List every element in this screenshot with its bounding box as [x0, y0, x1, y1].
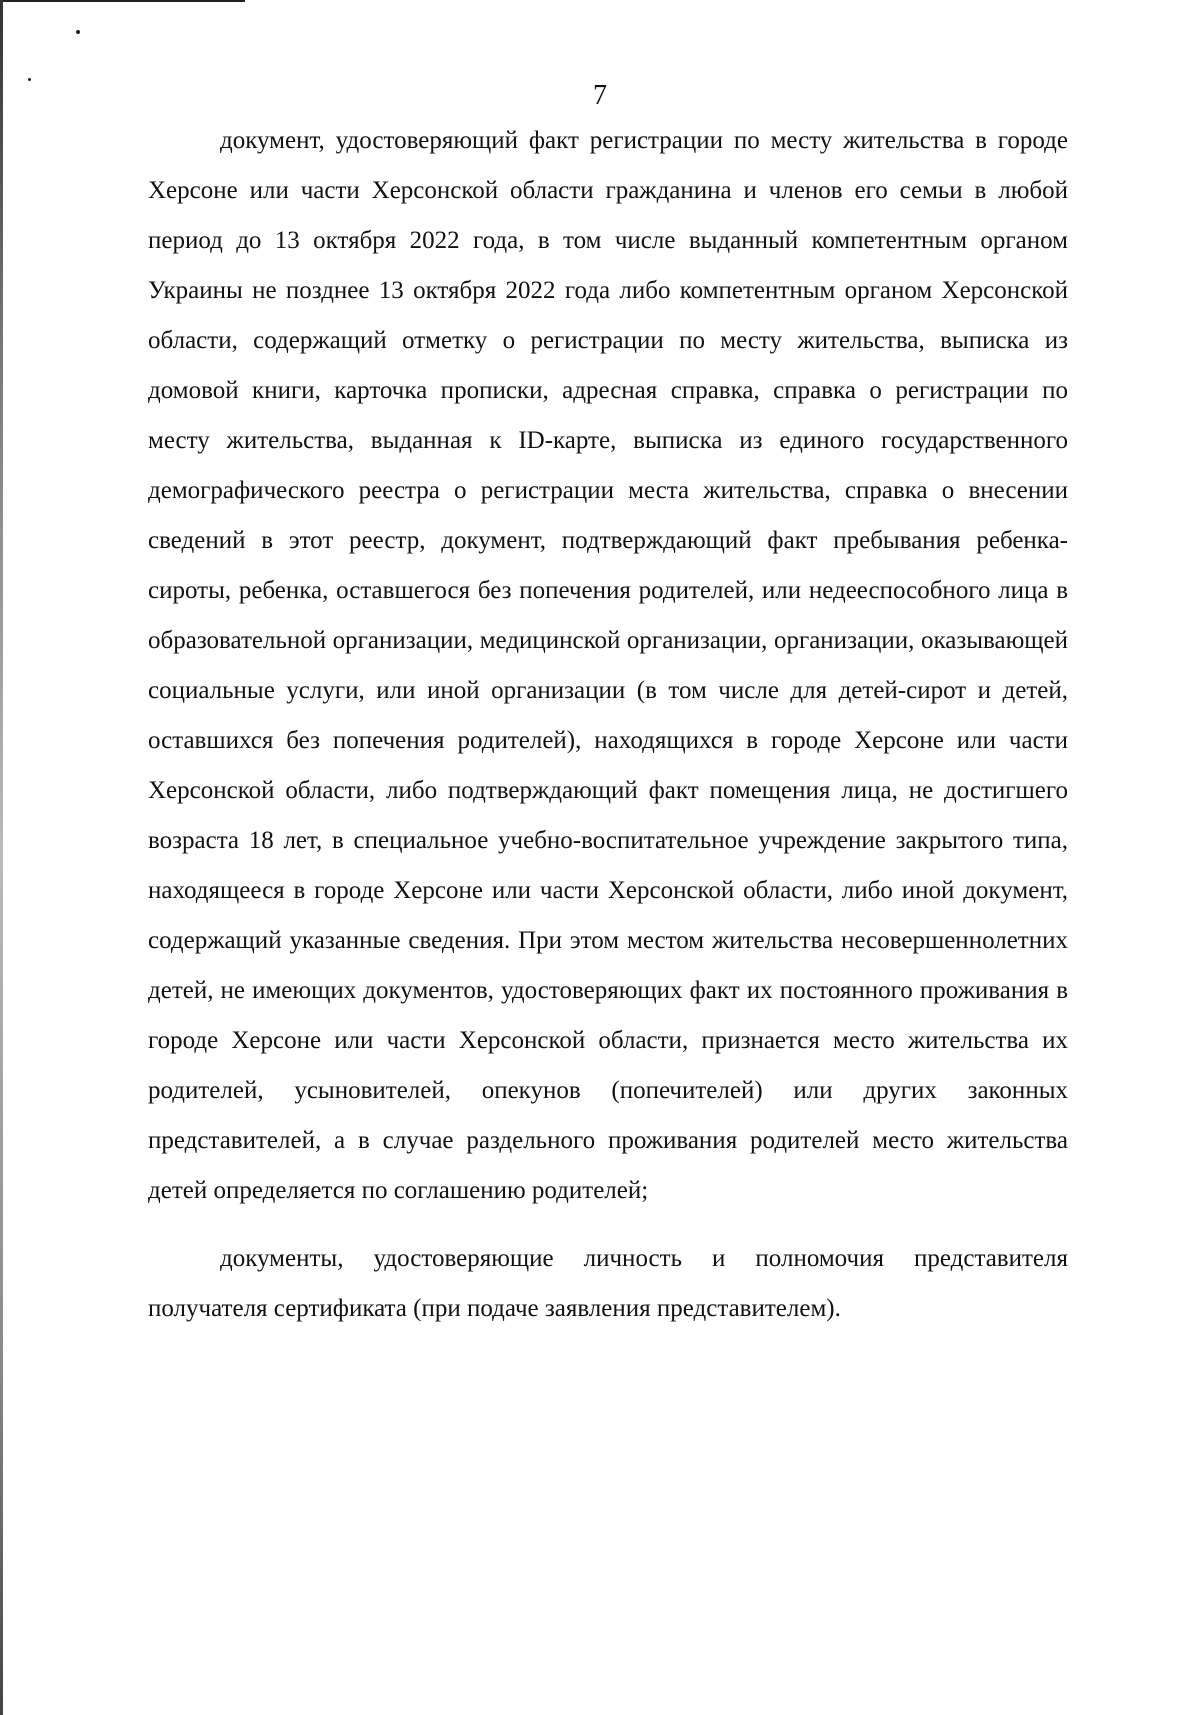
scan-top-edge-line — [0, 0, 245, 2]
page-number: 7 — [593, 80, 607, 111]
paragraph-registration-documents: документ, удостоверяющий факт регистрации по месту жительства в городе Херсоне или части Херсонской области гражданина и членов его семьи в любой период до 13 октября 2022 года, в том числе выданный компетентным органом Украины не позднее 13 октября 2022 года либо компетентным органом Херсонской области, содержащий отметку о регистрации по месту жительства, выписка из домовой книги, карточка прописки, адресная справка, справка о регистрации по месту жительства, выданная к ID-карте, выписка из единого государственного демографического реестра о регистрации места жительства, справка о внесении сведений в этот реестр, документ, подтверждающий факт пребывания ребенка-сироты, ребенка, оставшегося без попечения родителей, или недееспособного лица в образовательной организации, медицинской организации, организации, оказывающей социальные услуги, или иной организации (в том числе для детей-сирот и детей, оставшихся без попечения родителей), находящихся в городе Херсоне или части Херсонской области, либо подтверждающий факт помещения лица, не достигшего возраста 18 лет, в специальное учебно-воспитательное учреждение закрытого типа, находящееся в городе Херсоне или части Херсонской области, либо иной документ, содержащий указанные сведения. При этом местом жительства несовершеннолетних детей, не имеющих документов, удостоверяющих факт их постоянного проживания в городе Херсоне или части Херсонской области, признается место жительства их родителей, усыновителей, опекунов (попечителей) или других законных представителей, а в случае раздельного проживания родителей место жительства детей определяется по соглашению родителей; — [148, 127, 1068, 1204]
scan-left-edge-shadow — [0, 0, 3, 1715]
paragraph-representative-documents: документы, удостоверяющие личность и полномочия представителя получателя сертификата (при подаче заявления представителем). — [148, 1245, 1068, 1322]
scan-speck — [76, 30, 80, 34]
document-body — [148, 116, 1068, 1334]
